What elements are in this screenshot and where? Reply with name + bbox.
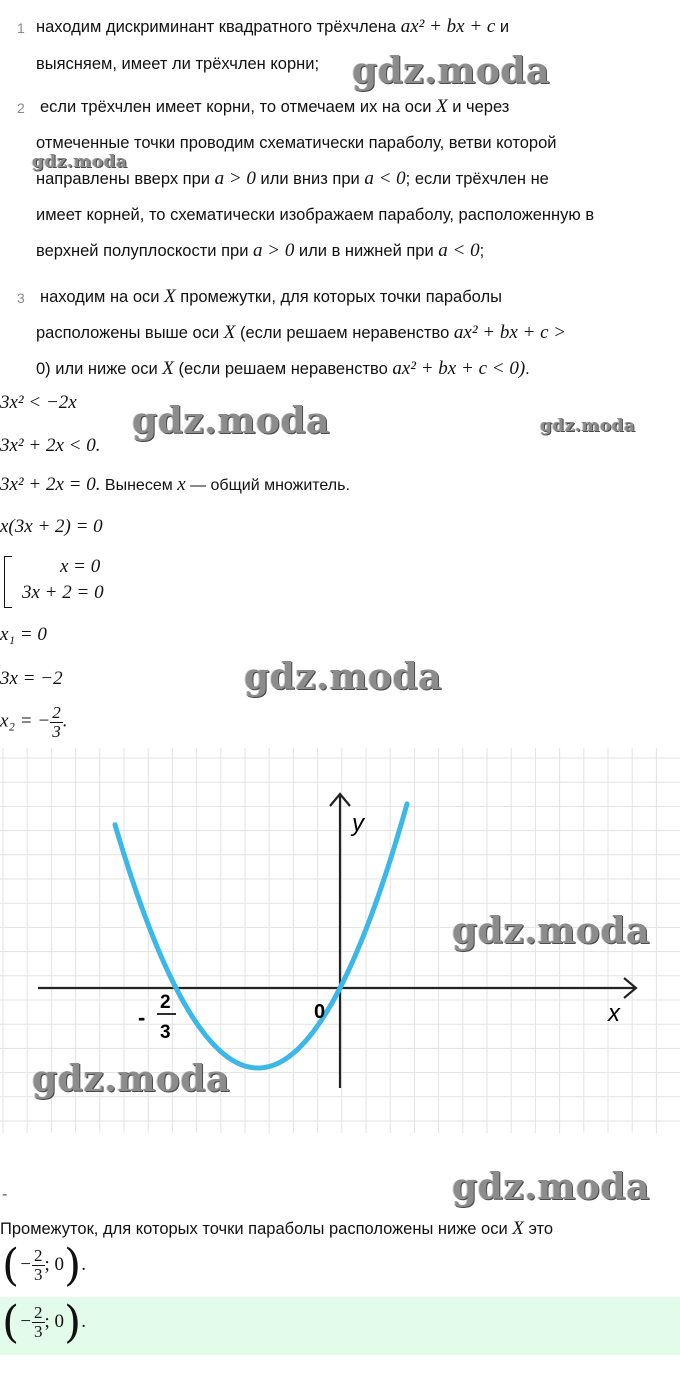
final-answer-box	[0, 1297, 680, 1355]
answer-sentence-end: это	[528, 1220, 554, 1238]
watermark: gdz.moda	[540, 416, 636, 436]
origin-label: 0	[314, 1001, 326, 1023]
axis-x-symbol-3: X	[223, 322, 236, 343]
answer-sentence-text: Промежуток, для которых точки параболы расположены ниже оси	[0, 1220, 508, 1238]
final-open-paren: (	[2, 1297, 20, 1348]
final-interval-minus: −	[19, 1310, 32, 1332]
root-numerator: 2	[160, 992, 171, 1013]
system-equation-1: x = 0	[60, 556, 101, 577]
cond-a-negative: a < 0	[364, 168, 406, 189]
step-2-text-d: или вниз при	[260, 170, 360, 188]
step-1-text: находим дискриминант квадратного трёхчлена	[36, 18, 397, 36]
step-2-text-a: если трёхчлен имеет корни, то отмечаем их на оси	[40, 98, 432, 116]
equation-7	[0, 704, 67, 741]
equation-7-end: .	[62, 710, 68, 732]
step-1-expression: ax² + bx + c	[400, 16, 496, 37]
y-axis-label: y	[352, 810, 364, 837]
equation-3	[0, 474, 350, 496]
step-1-line-1	[36, 9, 509, 45]
interval-denominator: 3	[34, 1265, 43, 1284]
watermark: gdz.moda	[132, 400, 330, 442]
cond-a-positive: a > 0	[214, 168, 256, 189]
step-number-2: 2	[17, 100, 25, 116]
step-2-text-h: ;	[479, 242, 485, 260]
interval-minus: −	[19, 1253, 32, 1275]
answer-axis-x: X	[512, 1218, 524, 1239]
cond-a-negative-2: a < 0	[438, 240, 480, 261]
root-denominator: 3	[160, 1022, 171, 1043]
step-2-text-b: и через	[452, 98, 510, 116]
step-3-line-1	[40, 279, 502, 315]
fraction-denominator: 3	[52, 721, 61, 741]
step-2-text-e: ; если трёхчлен не	[405, 170, 549, 188]
step-3-text-c: расположены выше оси	[36, 324, 220, 342]
final-interval-separator: ; 0	[44, 1310, 65, 1332]
watermark: gdz.moda	[352, 50, 550, 92]
interval-separator: ; 0	[44, 1253, 65, 1275]
interval-fraction	[32, 1247, 45, 1284]
interval-end: .	[81, 1253, 86, 1275]
equation-2: 3x² + 2x < 0.	[0, 435, 101, 456]
axis-x-symbol-4: X	[162, 358, 174, 379]
inequality-greater: ax² + bx + c >	[453, 322, 567, 343]
step-3-text-e: 0) или ниже оси	[36, 360, 158, 378]
final-interval-end: .	[81, 1310, 86, 1332]
step-3-text-f: (если решаем неравенство	[178, 360, 388, 378]
step-3-text-d: (если решаем неравенство	[240, 324, 450, 342]
fraction-numerator: 2	[52, 703, 61, 722]
final-interval-denominator: 3	[34, 1322, 43, 1341]
watermark: gdz.moda	[244, 656, 442, 698]
equation-1: 3x² < −2x	[0, 392, 77, 413]
equation-3-math: 3x² + 2x = 0.	[0, 474, 101, 495]
x-axis-label: x	[608, 1000, 620, 1027]
step-2-text-c: направлены вверх при	[36, 170, 210, 188]
step-2-line-1	[40, 89, 509, 125]
step-2-text-f: верхней полуплоскости при	[36, 242, 249, 260]
fraction-two-thirds	[50, 704, 63, 741]
close-paren: )	[64, 1240, 82, 1291]
axis-x-symbol-2: X	[164, 286, 176, 307]
inequality-less: ax² + bx + c < 0)	[392, 358, 526, 379]
answer-sentence	[0, 1218, 553, 1240]
final-interval-fraction	[32, 1304, 45, 1341]
equation-3-var: x	[177, 474, 186, 495]
step-3-line-3	[36, 351, 530, 387]
axis-x-symbol: X	[436, 96, 448, 117]
step-1-and: и	[499, 18, 510, 36]
step-3-text-g: .	[525, 360, 530, 378]
separator-dash: -	[2, 1186, 8, 1203]
step-2-line-4: имеет корней, то схематически изображаем параболу, расположенную в	[36, 206, 595, 224]
step-3-line-2	[36, 315, 566, 351]
step-3-text-a: находим на оси	[40, 288, 160, 306]
equation-3-text: Вынесем	[104, 477, 173, 494]
equation-4: x(3x + 2) = 0	[0, 516, 103, 537]
interval-numerator: 2	[34, 1246, 43, 1266]
equation-7-lhs: x₂ = −	[0, 710, 51, 732]
open-paren: (	[2, 1240, 20, 1291]
step-3-text-b: промежутки, для которых точки параболы	[180, 288, 502, 306]
step-1-line-2: выясняем, имеет ли трёхчлен корни;	[36, 55, 320, 73]
watermark: gdz.moda	[452, 910, 650, 952]
step-number-1: 1	[17, 20, 25, 36]
parabola-curve	[115, 804, 407, 1068]
equation-5: x₁ = 0	[0, 624, 47, 645]
step-number-3: 3	[17, 290, 25, 306]
final-answer-interval	[2, 1297, 86, 1348]
system-bracket	[4, 556, 12, 608]
watermark: gdz.moda	[32, 152, 128, 172]
step-2-line-2: отмеченные точки проводим схематически параболу, ветви которой	[36, 134, 557, 152]
cond-a-positive-2: a > 0	[253, 240, 295, 261]
answer-interval	[2, 1240, 86, 1291]
final-interval-numerator: 2	[34, 1303, 43, 1323]
system-equation-2: 3x + 2 = 0	[22, 582, 104, 603]
equation-3-rest: — общий множитель.	[190, 477, 350, 494]
equation-6: 3x = −2	[0, 668, 63, 689]
watermark: gdz.moda	[32, 1058, 230, 1100]
step-2-line-5	[36, 233, 484, 269]
step-2-text-g: или в нижней при	[298, 242, 434, 260]
watermark: gdz.moda	[452, 1166, 650, 1208]
final-close-paren: )	[64, 1297, 82, 1348]
root-minus-sign: -	[138, 1005, 146, 1030]
